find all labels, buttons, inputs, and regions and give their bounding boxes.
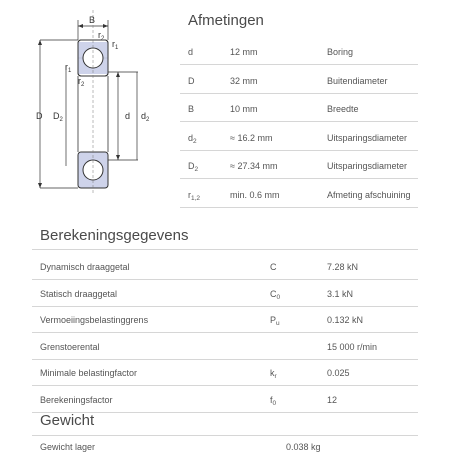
afm-symbol: $D_2$ [188, 161, 199, 173]
ber-label: Grenstoerental [40, 341, 100, 352]
afm-value: ≈ 16.2 mm [230, 132, 273, 143]
ber-divider [32, 306, 418, 307]
afm-value: ≈ 27.34 mm [230, 161, 278, 171]
ber-value: 0.025 [327, 368, 350, 378]
label-B: B [89, 15, 96, 25]
ber-value: 3.1 kN [327, 288, 354, 299]
afm-divider [180, 93, 418, 94]
afm-value: min. 0.6 mm [230, 189, 280, 200]
afm-desc: Breedte [327, 104, 359, 114]
ber-value: 7.28 kN [327, 262, 359, 272]
ber-symbol: $C_0$ [270, 288, 281, 301]
afm-desc: Buitendiameter [327, 75, 388, 86]
label-r1-top: $r_1$ [112, 39, 119, 51]
ber-divider [32, 279, 418, 280]
afm-desc: Afmeting afschuining [327, 189, 411, 200]
ber-symbol: $P_u$ [270, 315, 280, 327]
ber-value: 15 000 r/min [327, 341, 378, 352]
label-D2: $D_2$ [53, 111, 63, 123]
afm-symbol: $d_2$ [188, 132, 197, 145]
afm-value: 12 mm [230, 47, 258, 57]
afm-symbol: d [188, 47, 194, 57]
gew-value: 0.038 kg [286, 442, 321, 452]
label-D: D [36, 111, 43, 121]
afm-symbol: B [188, 104, 195, 114]
ber-label: Vermoeiingsbelastinggrens [40, 315, 149, 325]
afm-divider [180, 178, 418, 179]
ber-value: 0.132 kN [327, 315, 364, 325]
afmetingen-title: Afmetingen [188, 12, 264, 29]
label-d: d [125, 111, 131, 121]
ber-value: 12 [327, 394, 338, 405]
label-r2-left: $r_2$ [78, 76, 85, 88]
afm-desc: Uitsparingsdiameter [327, 132, 408, 143]
ber-symbol: $k_r$ [270, 368, 277, 380]
ber-label: Berekeningsfactor [40, 394, 113, 405]
ber-label: Minimale belastingfactor [40, 368, 138, 378]
afm-divider [180, 150, 418, 151]
gew-label: Gewicht lager [40, 442, 96, 452]
label-d2: $d_2$ [141, 111, 150, 123]
afm-value: 10 mm [230, 104, 258, 114]
ber-label: Dynamisch draaggetal [40, 262, 130, 272]
ber-symbol: C [270, 262, 277, 272]
afm-divider [180, 64, 418, 65]
afm-desc: Boring [327, 47, 354, 57]
afm-value: 32 mm [230, 75, 258, 86]
berekening-title: Berekeningsgegevens [40, 227, 189, 244]
ber-divider [32, 385, 418, 386]
bearing-diagram [0, 0, 175, 200]
ber-divider [32, 332, 418, 333]
afm-symbol: D [188, 75, 195, 86]
afm-symbol: $r_{1,2}$ [188, 189, 201, 202]
gew-divider [32, 435, 418, 436]
label-r2-top: $r_2$ [98, 30, 105, 42]
afm-divider [180, 121, 418, 122]
ber-divider [32, 359, 418, 360]
afm-desc: Uitsparingsdiameter [327, 161, 408, 171]
ber-divider [32, 249, 418, 250]
gewicht-title: Gewicht [40, 412, 95, 429]
ber-label: Statisch draaggetal [40, 288, 118, 299]
afm-divider [180, 207, 418, 208]
ber-symbol: $f_0$ [270, 394, 277, 407]
label-r1-left: $r_1$ [65, 62, 72, 74]
